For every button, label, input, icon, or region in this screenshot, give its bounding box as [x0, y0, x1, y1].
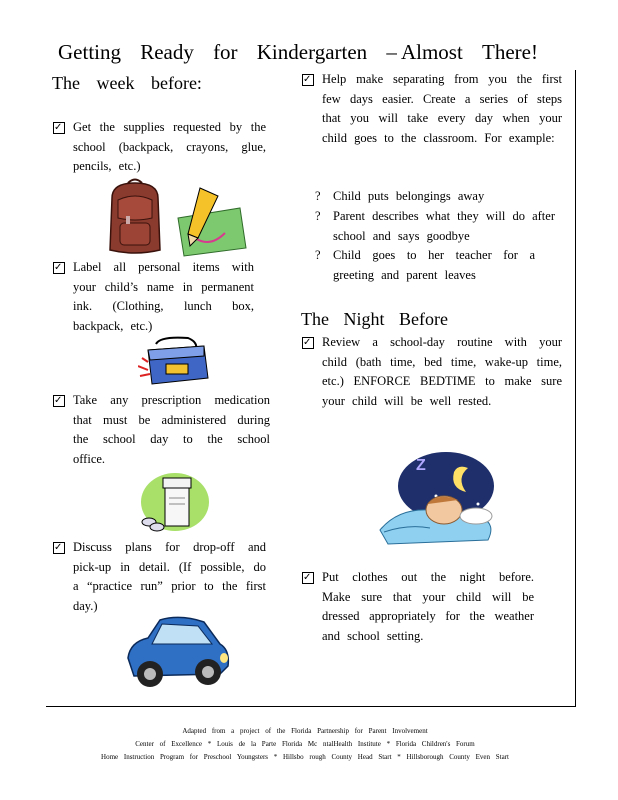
item-text: Take any prescription medication that must be administered during the school day to the school office.: [73, 393, 270, 466]
checkbox-icon: ✓: [302, 572, 314, 584]
checkbox-icon: ✓: [53, 122, 65, 134]
list-item: [315, 207, 555, 246]
page-title: [58, 40, 538, 65]
checkbox-icon: ✓: [302, 337, 314, 349]
title-word: Ready: [140, 40, 194, 64]
bullet-text: Child goes to her teacher for a greeting and parent leaves: [333, 248, 535, 282]
item-text: Help make separating from you the first few days easier. Create a series of steps that you will take every day when your child goes to the classroom. For example:: [322, 72, 562, 145]
checkbox-icon: ✓: [53, 262, 65, 274]
list-item: [315, 187, 555, 207]
backpack-icon: [110, 180, 160, 254]
item-text: Review a school-day routine with your child (bath time, bed time, wake-up time, etc.) ENFORCE BEDTIME to make sure your child will be well rested.: [322, 335, 562, 408]
footer-divider: [46, 706, 576, 707]
checklist-item-separating: [303, 70, 562, 148]
checklist-item-supplies: [54, 118, 266, 177]
checklist-item-label: [54, 258, 254, 336]
bullet-marker: ?: [315, 189, 321, 203]
title-word: There!: [482, 40, 538, 64]
footer-line: Home Instruction Program for Preschool Youngsters * Hillsbo rough County Head Start * Hillsborough County Even Start: [101, 753, 509, 761]
svg-text:Z: Z: [416, 457, 426, 474]
checklist-item-clothes: [303, 568, 534, 646]
title-word: for: [213, 40, 238, 64]
column-divider: [575, 70, 576, 706]
checklist-item-routine: [303, 333, 562, 411]
item-text: Put clothes out the night before. Make sure that your child will be dressed appropriately for the weather and school setting.: [322, 570, 534, 643]
footer-line: Adapted from a project of the Florida Partnership for Parent Involvement: [182, 727, 428, 735]
night-before-heading: The Night Before: [301, 309, 448, 329]
title-word: Kindergarten: [256, 40, 368, 64]
checkbox-icon: ✓: [53, 395, 65, 407]
title-word: Getting: [58, 40, 121, 64]
checkbox-icon: ✓: [302, 74, 314, 86]
checklist-item-dropoff: [54, 538, 266, 616]
medicine-illustration: [135, 472, 211, 534]
checkbox-icon: ✓: [53, 542, 65, 554]
item-text: Get the supplies requested by the school (backpack, crayons, glue, pencils, etc.): [73, 120, 266, 174]
week-before-heading: The week before:: [52, 73, 202, 93]
pencil-paper-icon: [178, 188, 246, 256]
sleeping-child-illustration: [378, 448, 500, 550]
checklist-item-medication: [54, 391, 270, 469]
bullet-marker: ?: [315, 248, 321, 262]
item-text: Label all personal items with your child’s name in permanent ink. (Clothing, lunch box, backpack, etc.): [73, 260, 254, 333]
bullet-text: Child puts belongings away: [333, 189, 485, 203]
lunchbox-illustration: [138, 336, 214, 388]
item-text: Discuss plans for drop-off and pick-up in detail. (If possible, do a “practice run” prior to the first day.): [73, 540, 266, 613]
bullet-marker: ?: [315, 209, 321, 223]
title-word: – Almost: [386, 40, 463, 64]
backpack-pencil-illustration: [100, 178, 250, 258]
bullet-text: Parent describes what they will do after school and says goodbye: [333, 209, 555, 243]
footer-line: Center of Excellence * Louis de la Parte Florida Mc ntalHealth Institute * Florida Children's Forum: [135, 740, 475, 748]
list-item: [315, 246, 535, 285]
car-illustration: [120, 614, 232, 692]
